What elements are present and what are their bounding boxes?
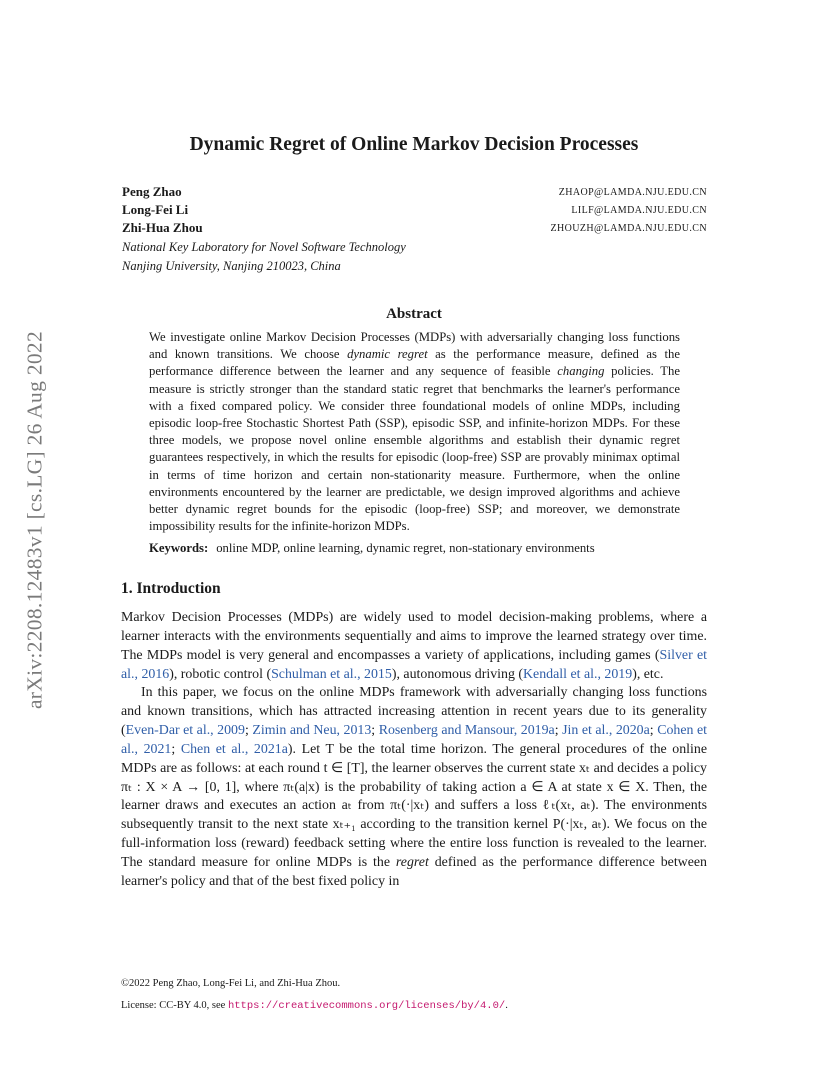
arxiv-stamp-text: arXiv:2208.12483v1 [cs.LG] 26 Aug 2022	[22, 330, 47, 710]
license-notice: License: CC-BY 4.0, see https://creativecommons.org/licenses/by/4.0/.	[121, 1000, 508, 1012]
keywords-value: online MDP, online learning, dynamic regret, non-stationary environments	[216, 541, 595, 555]
author-name: Zhi-Hua Zhou	[122, 220, 203, 235]
paper-title: Dynamic Regret of Online Markov Decision Processes	[189, 134, 639, 155]
keywords-label: Keywords:	[149, 541, 209, 555]
author-name: Long-Fei Li	[122, 202, 189, 217]
abstract-heading: Abstract	[386, 306, 442, 322]
citation-link[interactable]: Zimin and Neu, 2013	[252, 723, 372, 739]
introduction-body	[121, 609, 707, 892]
citation-link[interactable]: Jin et al., 2020a	[562, 723, 650, 739]
citation-link[interactable]: Schulman et al., 2015	[271, 666, 392, 682]
author-email: ZHAOP@LAMDA.NJU.EDU.CN	[558, 187, 707, 198]
citation-link[interactable]: Kendall et al., 2019	[523, 666, 633, 682]
author-email: ZHOUZH@LAMDA.NJU.EDU.CN	[550, 223, 707, 234]
author-email: LILF@LAMDA.NJU.EDU.CN	[571, 205, 707, 216]
abstract-body: We investigate online Markov Decision Processes (MDPs) with adversarially changing loss functions and known transitions. We choose dynamic regret as the performance measure, defined as the performance difference between the learner and any sequence of feasible changing policies. The measure is strictly stronger than the standard static regret that benchmarks the learner's performance with a fixed compared policy. We consider three foundational models of online MDPs, including episodic loop-free Stochastic Shortest Path (SSP), episodic SSP, and infinite-horizon MDPs. For these three models, we propose novel online ensemble algorithms and establish their dynamic regret guarantees respectively, in which the results for episodic (loop-free) SSP are provably minimax optimal in terms of time horizon and certain non-stationarity measure. Furthermore, when the online environments encountered by the learner are predictable, we design improved algorithms and achieve better dynamic regret bounds for the episodic (loop-free) SSP; and moreover, we demonstrate impossibility results for the infinite-horizon MDPs.	[149, 330, 681, 534]
copyright-notice: ©2022 Peng Zhao, Long-Fei Li, and Zhi-Hua Zhou.	[121, 978, 341, 989]
citation-link[interactable]: Silver et al., 2016	[121, 647, 707, 682]
affiliation-line: National Key Laboratory for Novel Software Technology	[122, 240, 406, 254]
license-link[interactable]: https://creativecommons.org/licenses/by/4.0/	[227, 1000, 506, 1012]
citation-link[interactable]: Chen et al., 2021a	[180, 741, 288, 757]
citation-link[interactable]: Rosenberg and Mansour, 2019a	[378, 723, 555, 739]
paragraph: In this paper, we focus on the online MDPs framework with adversarially changing loss functions and known transitions, which has attracted increasing attention in recent years due to its generality (Even-Dar et al., 2009; Zimin and Neu, 2013; Rosenberg and Mansour, 2019a; Jin et al., 2020a; Cohen et al., 2021; Chen et al., 2021a). Let T be the total time horizon. The general procedures of the online MDPs are as follows: at each round t ∈ [T], the learner observes the current state xₜ and decides a policy πₜ : X × A → [0, 1], where πₜ(a|x) is the probability of taking action a ∈ A at state x ∈ X. Then, the learner draws and executes an action aₜ from πₜ(·|xₜ) and suffers a loss ℓₜ(xₜ, aₜ). The environments subsequently transit to the next state xₜ₊₁ according to the transition kernel P(·|xₜ, aₜ). We focus on the full-information loss (reward) feedback setting where the entire loss function is revealed to the learner. The standard measure for online MDPs is the regret defined as the performance difference between learner's policy and that of the best fixed policy in	[121, 685, 708, 889]
section-heading: 1. Introduction	[121, 580, 221, 597]
paragraph: Markov Decision Processes (MDPs) are widely used to model decision-making problems, where a learner interacts with the environments sequentially and aims to improve the learned strategy over time. The MDPs model is very general and encompasses a variety of applications, including games (Silver et al., 2016), robotic control (Schulman et al., 2015), autonomous driving (Kendall et al., 2019), etc.	[121, 610, 707, 682]
citation-link[interactable]: Cohen et al., 2021	[121, 723, 707, 757]
affiliation-line: Nanjing University, Nanjing 210023, China	[122, 259, 341, 273]
keywords	[149, 541, 689, 556]
citation-link[interactable]: Even-Dar et al., 2009	[125, 723, 245, 739]
author-name: Peng Zhao	[122, 184, 182, 199]
arxiv-identifier-stamp	[20, 284, 50, 756]
